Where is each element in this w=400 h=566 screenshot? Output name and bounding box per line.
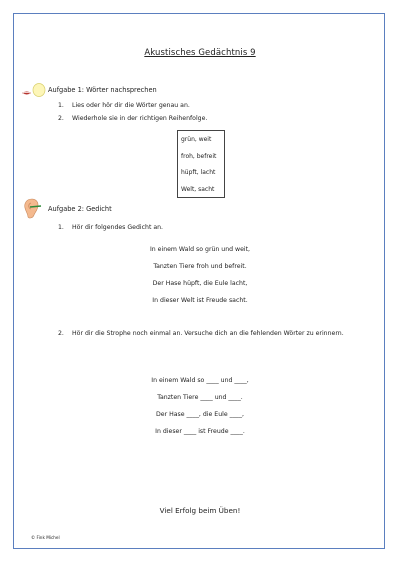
task2-heading: Aufgabe 2: Gedicht	[48, 205, 112, 213]
copyright: © Fink Michel	[31, 535, 60, 540]
gap-poem-line: Der Hase ____, die Eule ____,	[156, 411, 244, 418]
speaking-mouth-icon	[20, 82, 46, 100]
task1-steps	[58, 100, 207, 125]
poem-line: Tanzten Tiere froh und befreit.	[153, 263, 247, 270]
gap-poem-line: In einem Wald so ____ und ____,	[151, 377, 249, 384]
task1-heading: Aufgabe 1: Wörter nachsprechen	[48, 86, 157, 94]
word-pair: froh, befreit	[181, 152, 217, 160]
gap-poem-line: Tanzten Tiere ____ und ____.	[157, 394, 243, 401]
poem-line: In einem Wald so grün und weit,	[149, 246, 251, 253]
closing-text: Viel Erfolg beim Üben!	[159, 506, 241, 515]
word-pair: grün, weit	[181, 136, 212, 143]
poem-line: In dieser Welt ist Freude sacht.	[152, 297, 248, 304]
task2-step1	[58, 222, 163, 235]
page-title: Akustisches Gedächtnis 9	[144, 48, 256, 58]
step2-text: Hör dir die Strophe noch einmal an. Versuche dich an die fehlenden Wörter zu erinnern.	[72, 330, 344, 337]
word-pair: hüpft, lacht	[181, 169, 216, 176]
list-item: 1. Hör dir folgendes Gedicht an.	[58, 224, 164, 231]
ear-icon	[22, 197, 42, 219]
poem	[0, 241, 400, 309]
word-pair: Welt, sacht	[181, 185, 215, 193]
word-box	[177, 130, 225, 198]
gap-poem-line: In dieser ____ ist Freude ____.	[155, 428, 245, 435]
list-item: 1. Lies oder hör dir die Wörter genau an.	[58, 102, 190, 109]
gap-poem	[0, 372, 400, 440]
task2-step2: 2. Hör dir die Strophe noch einmal an. Versuche dich an die fehlenden Wörter zu erinnern.	[58, 325, 368, 343]
poem-line: Der Hase hüpft, die Eule lacht,	[152, 280, 248, 287]
list-item: 2. Wiederhole sie in der richtigen Reihenfolge.	[58, 114, 208, 122]
